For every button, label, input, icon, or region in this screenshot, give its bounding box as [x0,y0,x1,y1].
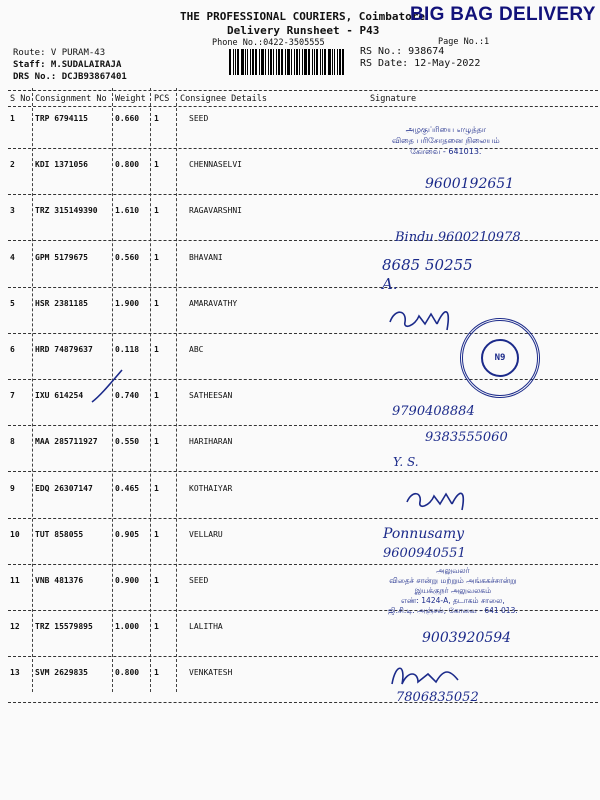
row-pcs: 1 [154,437,159,446]
row-consignee: RAGAVARSHNI [189,206,242,215]
row-consignment-no: SVM 2629835 [35,668,88,677]
row-sno: 4 [10,253,15,262]
row-pcs: 1 [154,530,159,539]
row-pcs: 1 [154,484,159,493]
barcode-bar [296,49,298,75]
signature-5 [385,300,465,336]
row-sno: 10 [10,530,20,539]
divider [8,90,598,91]
signature-3: Bindu 9600210978 [395,230,521,245]
barcode-bar [259,49,260,75]
row-sno: 8 [10,437,15,446]
runsheet-title: Delivery Runsheet - P43 [227,24,380,37]
row-sno: 11 [10,576,20,585]
row-divider [8,518,598,519]
row-pcs: 1 [154,668,159,677]
row-consignee: LALITHA [189,622,223,631]
barcode-bar [261,49,264,75]
barcode-bar [308,49,310,75]
row-consignee: KOTHAIYAR [189,484,233,493]
signature-13-mark [388,660,468,690]
barcode-bar [233,49,234,75]
barcode-bar [287,49,290,75]
col-weight: Weight [115,94,146,104]
row-divider [8,194,598,195]
stamp-line: கோவை - 641013. [410,147,482,156]
barcode-bar [276,49,277,75]
row-consignment-no: EDQ 26307147 [35,484,93,493]
row-consignment-no: TRZ 15579895 [35,622,93,631]
barcode-bar [273,49,274,75]
row-sno: 12 [10,622,20,631]
row-weight: 0.905 [115,530,140,539]
row-divider [8,425,598,426]
row-sno: 1 [10,114,15,123]
barcode-bar [328,49,331,75]
col-consignee: Consignee Details [180,94,267,104]
col-sno: S No [10,94,31,104]
divider [176,88,177,692]
row-pcs: 1 [154,206,159,215]
row-weight: 0.800 [115,160,140,169]
row-consignee: SEED [189,114,209,123]
row-pcs: 1 [154,253,159,262]
row-weight: 1.000 [115,622,140,631]
barcode-bar [294,49,295,75]
barcode-bar [322,49,323,75]
row-consignment-no: HSR 2381185 [35,299,88,308]
stamp-line: அழகுப்ரியை எழுத்தா [405,125,487,134]
barcode-bar [291,49,292,75]
barcode-bar [229,49,231,75]
row-consignment-no: HRD 74879637 [35,345,93,354]
row-divider [8,702,598,703]
stamp-line: விதைச் சான்று மற்றும் அங்ககச்சான்று [389,576,517,585]
col-signature: Signature [370,94,417,104]
company-name: THE PROFESSIONAL COURIERS, Coimbatore [180,10,426,23]
row-pcs: 1 [154,345,159,354]
staff: Staff: M.SUDALAIRAJA [13,60,122,70]
barcode-bar [281,49,283,75]
row-weight: 0.550 [115,437,140,446]
row-weight: 0.800 [115,668,140,677]
row-consignment-no: IXU 614254 [35,391,84,400]
barcode-bar [320,49,321,75]
divider [150,88,151,692]
row-pcs: 1 [154,391,159,400]
office-stamp-2 [388,566,518,616]
signature-13: 7806835052 [396,690,479,705]
row-divider [8,471,598,472]
row-consignment-no: KDI 1371056 [35,160,88,169]
row-weight: 0.118 [115,345,140,354]
row-consignee: CHENNASELVI [189,160,242,169]
divider [8,106,598,107]
barcode-bar [250,49,251,75]
signature-8b: Y. S. [393,455,419,469]
office-stamp-1 [392,124,500,157]
row-sno: 2 [10,160,15,169]
signature-10b: 9600940551 [383,546,466,561]
stamp-line: அலுவலர் [436,566,470,575]
divider [32,88,33,692]
row-pcs: 1 [154,622,159,631]
route: Route: V PURAM-43 [13,48,106,58]
barcode-bar [255,49,257,75]
rs-date: RS Date: 12-May-2022 [360,58,481,69]
row-sno: 7 [10,391,15,400]
row-pcs: 1 [154,299,159,308]
signature-7: 9790408884 [392,404,475,419]
signature-4a: 8685 50255 [382,256,473,274]
row-weight: 0.900 [115,576,140,585]
signature-2: 9600192651 [425,176,515,192]
barcode-bar [278,49,280,75]
row-sno: 9 [10,484,15,493]
row-sno: 6 [10,345,15,354]
row-consignment-no: TRP 6794115 [35,114,88,123]
row-consignee: SATHEESAN [189,391,233,400]
stamp-line: விதை பரிசோதனை நிலையம் [392,136,500,145]
barcode-bar [270,49,272,75]
row-consignee: SEED [189,576,209,585]
col-pcs: PCS [154,94,170,104]
barcode-bar [299,49,300,75]
row-sno: 5 [10,299,15,308]
barcode [229,49,353,75]
row-consignee: ABC [189,345,204,354]
signature-4b: A. [382,275,398,293]
row-divider [8,564,598,565]
row-consignment-no: TUT 858055 [35,530,84,539]
stamp-line: ஜி.சி.டி. அஞ்சல், கோவை - 641 013. [388,606,518,615]
barcode-bar [337,49,338,75]
barcode-bar [339,49,341,75]
row-consignment-no: VNB 481376 [35,576,84,585]
signature-9 [402,484,482,514]
barcode-bar [265,49,266,75]
row-weight: 1.610 [115,206,140,215]
stamp-line: எண்: 1424-A, தடாகம் சாலை, [400,596,505,605]
barcode-bar [332,49,333,75]
row-consignee: VELLARU [189,530,223,539]
barcode-bar [237,49,239,75]
row-consignee: BHAVANI [189,253,223,262]
signature-10a: Ponnusamy [383,526,465,542]
big-bag-delivery-stamp: BIG BAG DELIVERY [410,4,596,25]
row-weight: 0.660 [115,114,140,123]
col-consignment: Consignment No [35,94,107,104]
barcode-bar [285,49,286,75]
row-consignment-no: MAA 285711927 [35,437,98,446]
drs-number: DRS No.: DCJB93867401 [13,72,127,82]
signature-8a: 9383555060 [425,430,508,445]
row-pcs: 1 [154,114,159,123]
row-divider [8,148,598,149]
barcode-bar [312,49,313,75]
barcode-bar [334,49,335,75]
page-number: Page No.:1 [438,37,490,47]
row-consignment-no: GPM 5179675 [35,253,88,262]
row-consignment-no: TRZ 315149390 [35,206,98,215]
signature-12: 9003920594 [422,630,512,646]
barcode-bar [304,49,307,75]
pen-mark [90,366,130,406]
row-consignee: AMARAVATHY [189,299,238,308]
row-pcs: 1 [154,160,159,169]
barcode-bar [302,49,303,75]
barcode-bar [235,49,236,75]
row-consignee: HARIHARAN [189,437,233,446]
row-divider [8,287,598,288]
row-weight: 0.740 [115,391,140,400]
row-pcs: 1 [154,576,159,585]
row-divider [8,656,598,657]
official-seal: N9 [460,318,540,398]
barcode-bar [316,49,318,75]
phone-number: Phone No.:0422-3505555 [212,38,325,48]
barcode-bar [241,49,244,75]
barcode-bar [268,49,269,75]
rs-number: RS No.: 938674 [360,46,445,57]
row-weight: 0.465 [115,484,140,493]
row-sno: 3 [10,206,15,215]
row-consignee: VENKATESH [189,668,233,677]
barcode-bar [247,49,248,75]
barcode-bar [252,49,254,75]
barcode-bar [314,49,315,75]
stamp-line: இயக்குநர் அலுவலகம் [414,586,492,595]
row-weight: 1.900 [115,299,140,308]
barcode-bar [245,49,246,75]
barcode-bar [324,49,326,75]
row-weight: 0.560 [115,253,140,262]
row-sno: 13 [10,668,20,677]
barcode-bar [342,49,344,75]
